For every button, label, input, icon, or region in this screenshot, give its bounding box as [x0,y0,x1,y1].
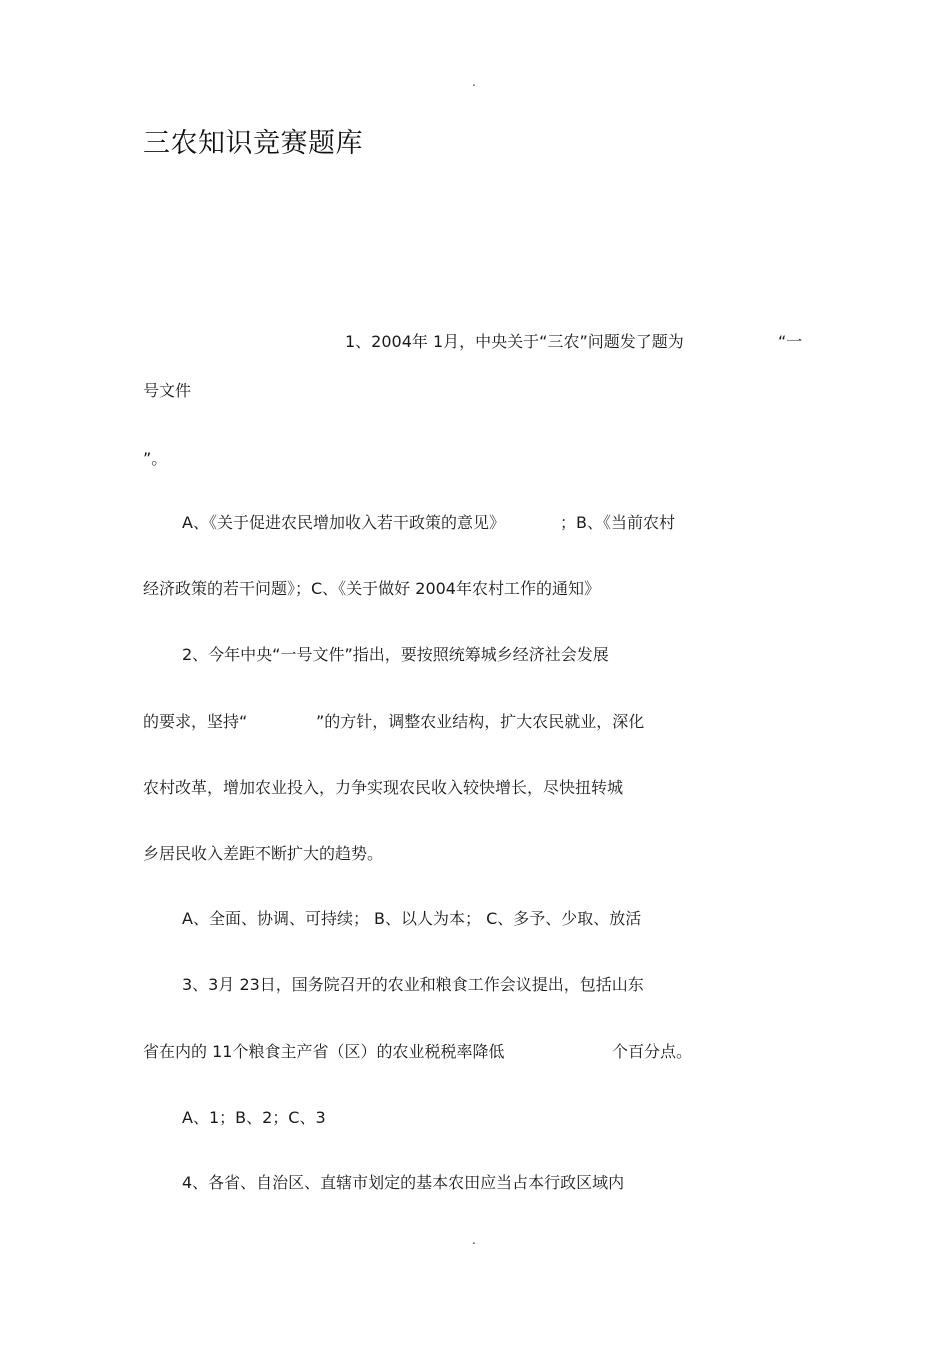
question-1-option-c: 经济政策的若干问题》；C、《关于做好 2004年农村工作的通知》 [143,579,600,598]
question-3-line-1 [182,974,644,996]
question-1-text-tail: “一 [778,332,803,351]
question-3-text: 3、3月 23日，国务院召开的农业和粮食工作会议提出，包括山东 [182,975,644,994]
question-1-line-3 [143,448,167,470]
question-1-option-b: ；B、《当前农村 [560,513,675,532]
question-1-option-a: A、《关于促进农民增加收入若干政策的意见》 [182,513,505,532]
question-1-options-line-1 [182,512,505,534]
question-1-text-2: 号文件 [143,381,192,400]
question-2-text-2b: ”的方针，调整农业结构，扩大农民就业，深化 [316,712,645,731]
question-2-line-4 [143,843,383,865]
footer-dot: . [472,1233,476,1247]
question-2-line-2b [316,711,644,733]
question-2-option-list: A、全面、协调、可持续； B、以人为本； C、多予、少取、放活 [182,909,642,928]
question-3-line-2b [612,1041,692,1063]
question-3-option-list: A、1；B、2；C、3 [182,1108,326,1127]
question-2-line-2 [143,711,247,733]
question-2-text-3: 农村改革，增加农业投入，力争实现农民收入较快增长，尽快扭转城 [143,778,624,797]
question-3-text-2a: 省在内的 11个粮食主产省（区）的农业税税率降低 [143,1042,505,1061]
question-1-line-1-tail [778,331,802,353]
question-1-options-line-2 [143,578,600,600]
question-2-text-4: 乡居民收入差距不断扩大的趋势。 [143,844,384,863]
question-1-options-line-1b [560,512,675,534]
question-4-text: 4、各省、自治区、直辖市划定的基本农田应当占本行政区域内 [182,1173,625,1192]
question-2-text: 2、今年中央“一号文件”指出，要按照统筹城乡经济社会发展 [182,645,609,664]
question-3-options [182,1107,326,1129]
question-1-line-1 [345,331,684,353]
question-2-options [182,908,641,930]
question-2-line-3 [143,777,623,799]
question-3-text-2b: 个百分点。 [612,1042,693,1061]
question-4-line-1 [182,1172,624,1194]
header-dot: . [472,75,476,89]
question-1-text-3: ”。 [143,449,168,468]
question-1-text: 1、2004年 1月，中央关于“三农”问题发了题为 [345,332,684,351]
document-title: 三农知识竞赛题库 [143,128,363,159]
question-1-line-2 [143,380,191,402]
question-3-line-2 [143,1041,504,1063]
question-2-line-1 [182,644,609,666]
question-2-text-2a: 的要求，坚持“ [143,712,248,731]
